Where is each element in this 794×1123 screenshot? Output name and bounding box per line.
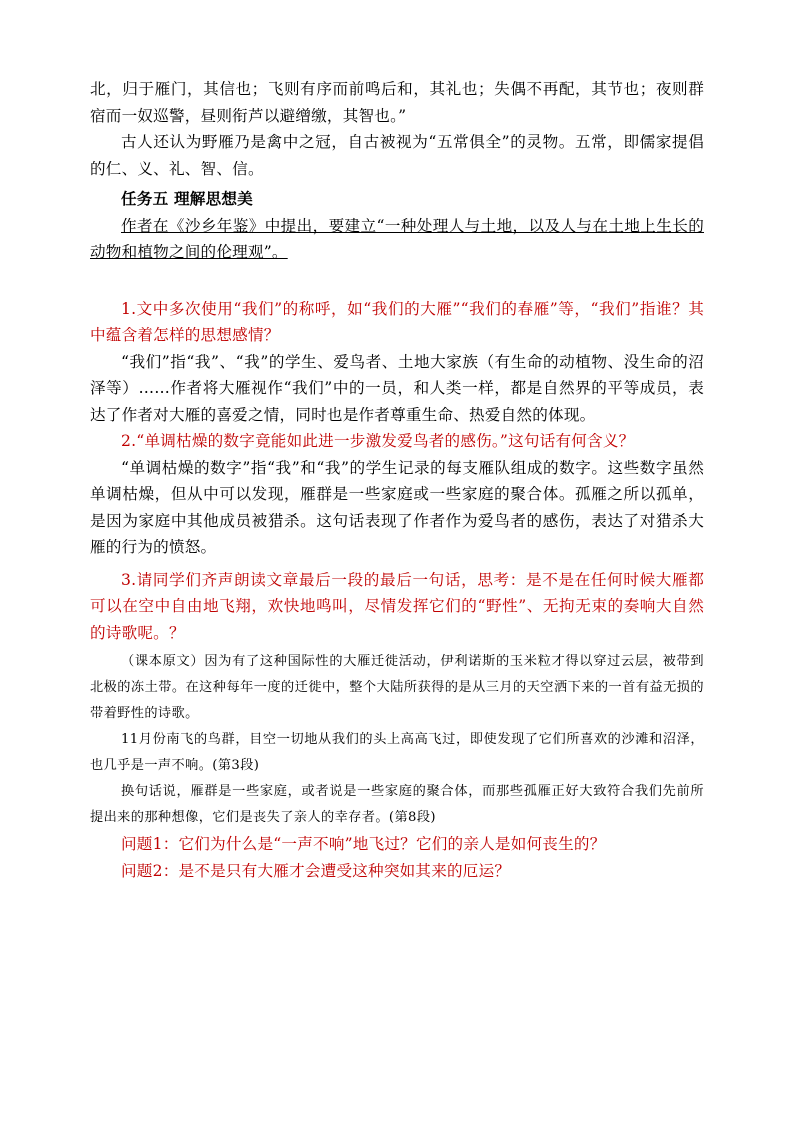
textbook-quote-1: （课本原文）因为有了这种国际性的大雁迁徙活动，伊利诺斯的玉米粒才得以穿过云层，被带到北极的冻土带。在这种每年一度的迁徙中，整个大陆所获得的是从三月的天空洒下来的一首有益无损的带着野性的诗歌。 (90, 654, 704, 721)
textbook-quote-2: 11月份南飞的鸟群，目空一切地从我们的头上高高飞过，即使发现了它们所喜欢的沙滩和沼泽，也几乎是一声不响。(第3段) (90, 732, 704, 773)
question-1: 1.文中多次使用“我们”的称呼，如“我们的大雁”“我们的春雁”等，“我们”指谁？其中蕴含着怎样的思想感情？ (90, 299, 704, 344)
paragraph-five-virtues: 古人还认为野雁乃是禽中之冠，自古被视为“五常俱全”的灵物。五常，即儒家提倡的仁、义、礼、智、信。 (90, 133, 704, 178)
question-3: 3.请同学们齐声朗读文章最后一段的最后一句话，思考：是不是在任何时候大雁都可以在空中自由地飞翔，欢快地鸣叫，尽情发挥它们的“野性”、无拘无束的奏响大自然的诗歌呢。？ (90, 570, 704, 642)
answer-2: “单调枯燥的数字”指“我”和“我”的学生记录的每支雁队组成的数字。这些数字虽然单调枯燥，但从中可以发现，雁群是一些家庭或一些家庭的聚合体。孤雁之所以孤单，是因为家庭中其他成员被猎杀。这句话表现了作者作为爱鸟者的感伤，表达了对猎杀大雁的行为的愤怒。 (90, 458, 704, 556)
question-2: 2.“单调枯燥的数字竟能如此进一步激发爱鸟者的感伤。”这句话有何含义？ (121, 432, 635, 450)
spacer (90, 266, 704, 296)
task-heading: 任务五 理解思想美 (121, 189, 253, 208)
answer-1: “我们”指“我”、“我”的学生、爱鸟者、土地大家族（有生命的动植物、没生命的沼泽等）……作者将大雁视作“我们”中的一员，和人类一样，都是自然界的平等成员，表达了作者对大雁的喜爱之情，同时也是作者尊重生命、热爱自然的体现。 (90, 352, 704, 424)
textbook-quote-3: 换句话说，雁群是一些家庭，或者说是一些家庭的聚合体，而那些孤雁正好大致符合我们先前所提出来的那种想像，它们是丧失了亲人的幸存者。(第8段) (90, 784, 704, 825)
document-page (90, 76, 704, 884)
task-intro-text: 作者在《沙乡年鉴》中提出，要建立“一种处理人与土地，以及人与在土地上生长的动物和植物之间的伦理观”。 (90, 216, 704, 261)
problem-1: 问题1：它们为什么是“一声不响”地飞过？它们的亲人是如何丧生的？ (121, 835, 606, 853)
paragraph-quote-continuation: 北，归于雁门，其信也；飞则有序而前鸣后和，其礼也；失偶不再配，其节也；夜则群宿而一奴巡警，昼则衔芦以避缯缴，其智也。” (90, 80, 704, 125)
task-intro (90, 213, 704, 266)
problem-2: 问题2：是不是只有大雁才会遭受这种突如其来的厄运？ (121, 861, 511, 880)
